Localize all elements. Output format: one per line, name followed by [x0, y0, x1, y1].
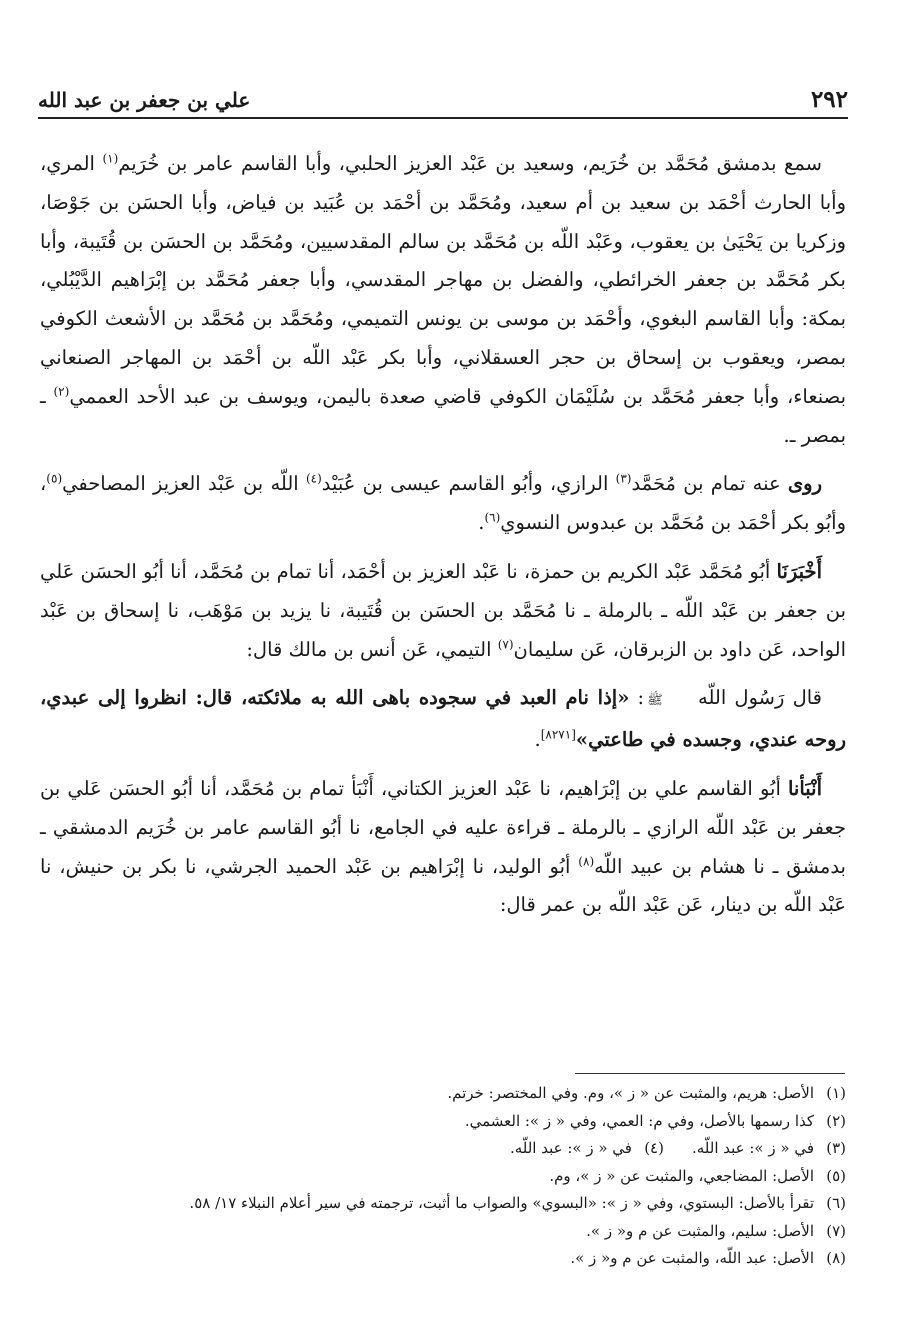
text-run: .: [534, 728, 541, 752]
text-run: قال رَسُول اللّه: [689, 686, 822, 710]
footnote-6: [40, 1190, 846, 1218]
footnote-number: (٥): [826, 1166, 846, 1185]
page-header: [38, 84, 848, 118]
paragraph-isnad-2: [40, 770, 846, 925]
paragraph-isnad-1: [40, 553, 846, 669]
footnote-text: تقرأ بالأصل: البستوي، وفي « ز »: «البسوي» والصواب ما أثبت، ترجمته في سير أعلام النبلاء ١٧/ ٥٨.: [189, 1194, 814, 1212]
footnote-number: (٣): [826, 1139, 846, 1157]
footnote-number: (٢): [826, 1111, 846, 1130]
section-lead-word: أَخْبَرَنَا: [776, 559, 822, 583]
main-text: [40, 145, 846, 933]
footnote-text: كذا رسمها بالأصل، وفي م: العمي، وفي « ز »: العشمي.: [464, 1111, 814, 1130]
footnote-text: الأصل: سليم، والمثبت عن م و« ز ».: [586, 1221, 814, 1240]
footnote-text: الأصل: المضاجعي، والمثبت عن « ز »، وم.: [549, 1166, 814, 1185]
section-lead-word: روى: [787, 472, 823, 496]
footnote-3-4: [40, 1135, 846, 1163]
salawat-glyph: ﷺ: [647, 693, 663, 709]
text-run: أبُو مُحَمَّد عَبْد الكريم بن حمزة، نا عَبْد العزيز بن أحْمَد، أنا تمام بن مُحَمَّد، أنا أبُو الحسَن عَلي بن جعفر بن عَبْد اللّه ـ بالرملة ـ نا مُحَمَّد بن الحسَن بن قُتَيبة، نا يزيد بن مَوْهَب، نا إسحاق بن عَبْد الواحد، عَن داود بن الزبرقان، عَن سليمان: [40, 559, 846, 661]
text-run: المري، وأبا الحارث أحْمَد بن سعيد بن أم سعيد، ومُحَمَّد بن أحْمَد بن عُبَيد بن فياض، وأبا الحسَن بن جَوْصَا، وزكريا بن يَحْيَىٰ بن يعقوب، وعَبْد اللّه بن مُحَمَّد بن سالم المقدسيين، ومُحَمَّد بن الحسَن بن قُتَيبة، وأبا بكر مُحَمَّد بن جعفر الخرائطي، والفضل بن مهاجر المقدسي، وأبا جعفر مُحَمَّد بن إبْرَاهيم الدَّيْبُلي، بمكة: وأبا القاسم البغوي، وأحْمَد بن موسى بن يونس التميمي، ومُحَمَّد بن مُحَمَّد بن الأشعث الكوفي بمصر، ويعقوب بن إسحاق بن حجر العسقلاني، وأبا بكر عَبْد اللّه بن أحْمَد بن المهاجر الصنعاني بصنعاء، وأبا جعفر مُحَمَّد بن سُلَيْمَان الكوفي قاضي صعدة باليمن، ويوسف بن عبد الأحد العممي: [40, 152, 846, 408]
section-lead-word: أَنْبَأنا: [787, 776, 822, 800]
page-number: ٢٩٢: [810, 86, 848, 113]
footnote-1: [40, 1080, 846, 1108]
paragraph-hadith: [40, 679, 846, 760]
text-run: :: [629, 686, 645, 710]
footnote-4: [510, 1135, 664, 1163]
text-run: أبُو القاسم علي بن إبْرَاهيم، نا عَبْد العزيز الكتاني، أَنْبَأ تمام بن مُحَمَّد، أنا أبُو الحسَن عَلي بن جعفر بن عَبْد اللّه الرازي ـ بالرملة ـ قراءة عليه في الجامع، نا أبُو القاسم عامر بن خُرَيم الدمشقي ـ بدمشق ـ نا هشام بن عبيد اللّه: [40, 776, 846, 878]
footnote-number: (١): [826, 1084, 846, 1102]
footnote-number: (٧): [826, 1221, 846, 1240]
hadith-reference: [٨٢٧١]: [540, 727, 576, 742]
hadith-text: «إذا نام العبد في سجوده باهى الله به ملائكته، قال: انظروا إلى عبدي، روحه عندي، وجسده في طاعتي»: [40, 686, 846, 752]
footnote-7: [40, 1218, 846, 1246]
footnote-number: (٦): [826, 1194, 846, 1212]
text-run: اللّه بن عَبْد العزيز المصاحفي: [62, 472, 306, 496]
footnotes: [40, 1080, 846, 1273]
paragraph-teachers: [40, 145, 846, 455]
running-title: علي بن جعفر بن عبد الله: [38, 88, 251, 112]
text-run: الرازي، وأبُو القاسم عيسى بن عُبَيْد: [321, 472, 616, 496]
footnote-marker: (٨): [578, 854, 595, 869]
footnote-marker: (١): [102, 151, 119, 166]
footnote-number: (٨): [826, 1249, 846, 1267]
text-run: التيمي، عَن أنس بن مالك قال:: [246, 637, 498, 661]
footnote-2: [40, 1108, 846, 1136]
text-run: ـ بمصر ـ.: [40, 384, 846, 447]
header-rule: [38, 117, 848, 119]
footnote-5: [40, 1163, 846, 1191]
footnote-text: الأصل: عبد اللّه، والمثبت عن م و« ز ».: [570, 1249, 814, 1267]
footnote-marker: (٦): [484, 510, 501, 525]
footnote-number: (٤): [644, 1139, 664, 1157]
footnote-text: في « ز »: عبد اللّه.: [691, 1139, 814, 1157]
text-run: أبُو الوليد، نا إبْرَاهيم بن عَبْد الحميد الجرشي، نا بكر بن حنيش، نا عَبْد اللّه بن دينار، عَن عَبْد اللّه بن عمر قال:: [40, 854, 846, 917]
footnote-marker: (٧): [497, 637, 514, 652]
text-run: سمع بدمشق مُحَمَّد بن خُرَيم، وسعيد بن عَبْد العزيز الحلبي، وأبا القاسم عامر بن خُرَيم: [118, 152, 822, 175]
footnote-text: في « ز »: عبد اللّه.: [509, 1139, 632, 1157]
footnote-marker: (٢): [53, 384, 70, 399]
footnote-marker: (٤): [305, 471, 322, 486]
footnote-text: الأصل: هريم، والمثبت عن « ز »، وم. وفي المختصر: خرتم.: [447, 1084, 814, 1102]
text-run: عنه تمام بن مُحَمَّد: [631, 472, 788, 496]
footnote-marker: (٣): [615, 471, 632, 486]
paragraph-students: [40, 465, 846, 543]
footnote-marker: (٥): [46, 471, 63, 486]
text-run: .: [478, 511, 485, 535]
footnote-separator: [575, 1073, 845, 1074]
text-run: ، وأبُو بكر أحْمَد بن مُحَمَّد بن عبدوس النسوي: [40, 472, 846, 535]
footnote-8: [40, 1245, 846, 1273]
